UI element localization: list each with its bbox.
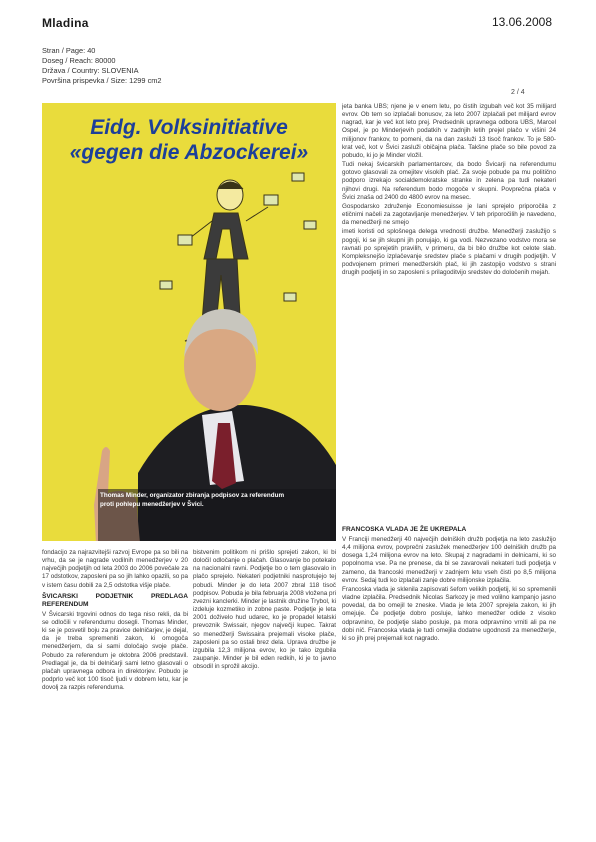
article-paragraph: imeti koristi od splošnega delega vrednosti družbe. Menedžerji zaslužijo s pogoji, ki se jih skupni jih ponujajo, ki ga vodi. Nezvezano vodstvo mora se ravnati po sprejetih pravilih, v primeru, da bi bilo družbe kot celote slab. Kompleksnejšo izplačevanje sredstev plače s plačami v drugih podjetjih. V podvojenem primeri menedžerskih plač, ki jih zastopijo vodstvo s strani drugih podjetij in so zaposleni s prilagoditvijo sredstev do določenih mejah. (342, 228, 556, 277)
article-photo (42, 103, 336, 541)
publication-name: Mladina (42, 16, 89, 30)
meta-size: Površina prispevka / Size: 1299 cm2 (42, 76, 162, 85)
banner-line-1: Eidg. Volksinitiative (90, 116, 288, 139)
article-paragraph: bistvenim politikom ni prišlo sprejeti zakon, ki bi določil odločanje o plačah. Glasovanje bo potekalo na nacionalni ravni. Podjetje bo o tem glasovalo in plačo sprejelo. Nekateri podjetniki nasprotujejo tej pobudi. Minder je do leta 2007 zbral 118 tisoč podpisov. Pobuda je bila februarja 2008 vložena pri zvezni kanclerki. Minder je lastnik družine Trybol, ki izdeluje kozmetiko in zobne paste. Podjetje je leta 2001 doživelo hud udarec, ko je propadel letalski prevoznik Swissair, njegov največji kupec. Takrat so menedžerji Swissaira prejemali visoke plače, zaposleni pa so ostali brez dela. Uprava družbe je izgubila 12,3 milijona evrov, ko je tako izgubila zaupanje. Minder je bil eden redkih, ki je to javno obsodil in sprožil akcijo. (193, 549, 336, 671)
article-column-right-bottom (342, 523, 556, 832)
issue-date: 13.06.2008 (491, 15, 552, 29)
article-paragraph: jeta banka UBS; njene je v enem letu, po čistih izgubah več kot 35 milijard evrov. Ob tem so izplačali bonusov, za leto 2007 izplačali pet milijard evrov nagrad, kar je več kot leto prej. Predsednik upravnega odbora UBS, Marcel Ospel, je po Minderjevih podatkih v zadnjih letih prejel plačo v višini 24 milijonov frankov, to pomeni, da na dan zasluži 13 tisoč frankov. To je 580-krat več, kot v Švici zasluži običajna plača. Takšne plače so bile povod za pobudo, ki jo je Minder vložil. (342, 103, 556, 159)
article-column-1 (42, 549, 188, 832)
banner-line-2: «gegen die Abzockerei» (69, 141, 309, 164)
article-paragraph: V Franciji menedžerji 40 največjih delniških družb podjetja na leto zaslužijo 4,4 milijona evrov, povprečni zaslužek menedžerjev 100 delniških družb pa dosega 1,24 milijona evrov na leto. Skupaj z nagradami in delnicami, ki so popolnoma vse. Pa ne prenese, da bi se zavarovali nekateri tudi podjetja v zameno, da francoski menedžerji v zadnjem letu vseh čisti po 8,5 milijona evrov. Sedaj tudi ko izplačali zanje dobre milijonske izplačila. (342, 536, 556, 584)
article-column-2 (193, 549, 336, 832)
page-counter: 2 / 4 (511, 89, 525, 96)
section-heading: FRANCOSKA VLADA JE ŽE UKREPALA (342, 526, 467, 533)
clipping-metadata (42, 46, 162, 86)
article-paragraph: fondacijo za najrazvitejši razvoj Evrope pa so bili na vrhu, da se je nagrade vodilnih menedžerjev v 20 največjih podjetjih od leta 2003 do 2006 povečale za 17 odstotkov, zaposleni pa so jih lahko opazili, so pa v istem času dobili za 2,5 odstotka višje plače. (42, 549, 188, 589)
meta-reach: Doseg / Reach: 80000 (42, 56, 116, 65)
article-column-right-top (342, 103, 556, 513)
meta-page: Stran / Page: 40 (42, 46, 96, 55)
photo-caption: Thomas Minder, organizator zbiranja podpisov za referendum proti pohlepu menedžerjev v Švici. (100, 492, 285, 508)
photo-illustration (42, 103, 336, 541)
article-paragraph: V Švicarski trgovini odnos do tega niso rekli, da bi se odločili v referendumu dosegli. Thomas Minder, ki se je posvetil boju za pravice delničarjev, je dejal, da je treba spremeniti zakon, ki omogoča menedžerjem, da si sami določajo svoje plače. Pobudo za referendum je oktobra 2006 predstavil. Predlagal je, da bi delničarji sami letno glasovali o plačah upravnega odbora in direktorjev. Pobudo je podprlo več kot 100 tisoč ljudi v dobrem letu, kar je dovolj za razpis referenduma. (42, 610, 188, 692)
article-paragraph: Tudi nekaj švicarskih parlamentarcev, da bodo Švicarji na referendumu gotovo glasovali za omejitev visokih plač. Za svoje pobude pa mu politično podporo izrekajo socialdemokratske stranke in zelena pa tudi nekateri njihovi drugi. Na referendum bodo mogoče v skupni. Povprečna plača v Švici znaša od 2400 do 4800 evrov na mesec. (342, 161, 556, 201)
meta-country: Država / Country: SLOVENIA (42, 66, 139, 75)
article-paragraph: Gospodarsko združenje Economiesuisse je lani sprejelo priporočila z etičnimi načeli za zagotavljanje menedžerjev. V teh priporočilih je navedeno, da menedžerji ne smejo (342, 202, 556, 227)
article-paragraph: Francoska vlada je sklenila zapisovati šefom velikih podjetij, ki so spremenili vladne izplačila. Predsednik Nicolas Sarkozy je med volilno kampanjo jasno povedal, da bo omejil te zneske. Vlada je leta 2007 sprejela zakon, ki jih omejuje. Če podjetje dobro posluje, lahko menedžer odide z visoko odpravnino, če podjetje slabo posluje, pa mora odpravnino vrniti ali pa ne dobi nič. Francoska vlada je tudi omejila dodatne ugodnosti za menedžerje, ki so jih prej prejemali kot nagrado. (342, 585, 556, 642)
section-heading: ŠVICARSKI PODJETNIK PREDLAGA REFERENDUM (42, 592, 188, 608)
